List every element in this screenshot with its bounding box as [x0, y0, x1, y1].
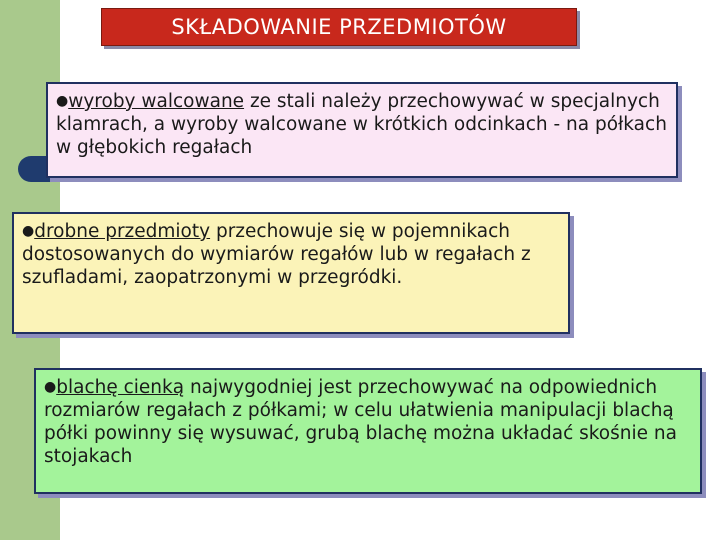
- text-box-small-items: [12, 212, 570, 334]
- term-small-items: drobne przedmioty: [34, 221, 211, 242]
- description-rolled-products: ze stali należy przechowywać w specjalnych klamrach, a wyroby walcowane w krótkich odcinkach - na półkach w głębokich regałach: [56, 91, 667, 158]
- slide-title: SKŁADOWANIE PRZEDMIOTÓW: [101, 8, 577, 46]
- description-thin-sheet: najwygodniej jest przechowywać na odpowiednich rozmiarów regałach z półkami; w celu ułatwienia manipulacji blachą półki powinny się wysuwać, grubą blachę można układać skośnie na stojakach: [44, 377, 677, 467]
- text-box-rolled-products: [46, 82, 678, 178]
- bullet-icon: ●: [56, 93, 69, 109]
- term-thin-sheet: blachę cienką: [56, 377, 185, 398]
- description-small-items: przechowuje się w pojemnikach dostosowanych do wymiarów regałów lub w regałach z szufladami, zaopatrzonymi w przegródki.: [22, 221, 531, 288]
- bullet-icon: ●: [22, 223, 35, 239]
- text-box-thin-sheet: [34, 368, 702, 494]
- term-rolled-products: wyroby walcowane: [68, 91, 245, 112]
- bullet-icon: ●: [44, 379, 57, 395]
